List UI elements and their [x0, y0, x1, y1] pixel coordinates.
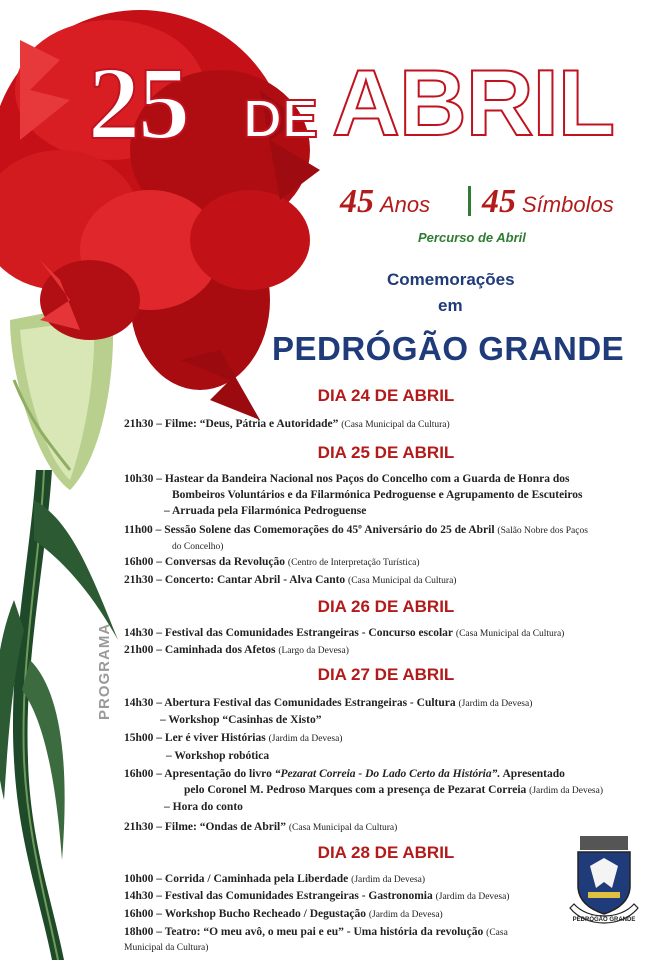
simbolos-word: Símbolos: [522, 192, 614, 217]
simbolos-number: 45: [482, 183, 516, 220]
event-continuation: do Concelho): [172, 542, 224, 552]
day-heading: DIA 27 DE ABRIL: [317, 665, 455, 684]
event-item: 10h30 – Hastear da Bandeira Nacional nos Paços do Concelho com a Guarda de Honra dos: [124, 473, 570, 485]
day-heading: DIA 24 DE ABRIL: [317, 386, 455, 405]
title-de: DE: [243, 89, 319, 149]
event-continuation: – Arruada pela Filarmónica Pedroguense: [164, 505, 367, 517]
event-item: 14h30 – Festival das Comunidades Estrangeiras - Gastronomia (Jardim da Devesa): [124, 890, 510, 902]
anos-word: Anos: [380, 192, 431, 217]
event-continuation: Bombeiros Voluntários e da Filarmónica Pedroguense e Agrupamento de Escuteiros: [172, 489, 583, 501]
event-item: 16h00 – Conversas da Revolução (Centro de Interpretação Turística): [124, 556, 420, 568]
event-continuation: – Hora do conto: [164, 801, 243, 813]
event-continuation: Municipal da Cultura): [124, 943, 209, 953]
anos-number: 45: [340, 183, 374, 220]
event-item: 21h00 – Caminhada dos Afetos (Largo da Devesa): [124, 644, 349, 656]
subtitle-divider: [468, 186, 471, 216]
event-item: 16h00 – Workshop Bucho Recheado / Degustação (Jardim da Devesa): [124, 908, 443, 920]
event-continuation: – Workshop “Casinhas de Xisto”: [160, 714, 322, 726]
comemoracoes-label: Comemorações: [387, 270, 515, 289]
event-continuation: pelo Coronel M. Pedroso Marques com a presença de Pezarat Correia (Jardim da Devesa): [184, 784, 604, 796]
municipal-crest-logo: [566, 836, 642, 928]
event-item: 16h00 – Apresentação do livro “Pezarat Correia - Do Lado Certo da História”. Apresentado: [124, 768, 565, 780]
event-item: 21h30 – Filme: “Deus, Pátria e Autoridade” (Casa Municipal da Cultura): [124, 418, 450, 430]
event-item: 21h30 – Filme: “Ondas de Abril” (Casa Municipal da Cultura): [124, 821, 398, 833]
em-label: em: [438, 296, 463, 315]
svg-text:PEDRÓGÃO GRANDE: PEDRÓGÃO GRANDE: [572, 917, 636, 923]
event-item: 11h00 – Sessão Solene das Comemorações do 45º Aniversário do 25 de Abril (Salão Nobre dos Paços: [124, 524, 588, 536]
event-item: 14h30 – Festival das Comunidades Estrangeiras - Concurso escolar (Casa Municipal da Cultura): [124, 627, 565, 639]
event-item: 18h00 – Teatro: “O meu avô, o meu pai e eu” - Uma história da revolução (Casa: [124, 926, 508, 938]
subtitle-simbolos: [482, 183, 614, 223]
event-item: 21h30 – Concerto: Cantar Abril - Alva Canto (Casa Municipal da Cultura): [124, 574, 457, 586]
subtitle-anos: [340, 183, 430, 223]
title-month: ABRIL: [332, 50, 615, 155]
title-number: 25: [88, 46, 188, 161]
place-title: PEDRÓGÃO GRANDE: [272, 330, 625, 367]
percurso-label: Percurso de Abril: [418, 230, 526, 245]
event-item: 14h30 – Abertura Festival das Comunidades Estrangeiras - Cultura (Jardim da Devesa): [124, 697, 533, 709]
programa-side-label: PROGRAMA: [96, 622, 113, 720]
day-heading: DIA 26 DE ABRIL: [317, 597, 455, 616]
day-heading: DIA 25 DE ABRIL: [317, 443, 455, 462]
day-heading: DIA 28 DE ABRIL: [317, 843, 455, 862]
event-item: 10h00 – Corrida / Caminhada pela Liberdade (Jardim da Devesa): [124, 873, 426, 885]
event-continuation: – Workshop robótica: [166, 750, 270, 762]
event-item: 15h00 – Ler é viver Histórias (Jardim da Devesa): [124, 732, 343, 744]
